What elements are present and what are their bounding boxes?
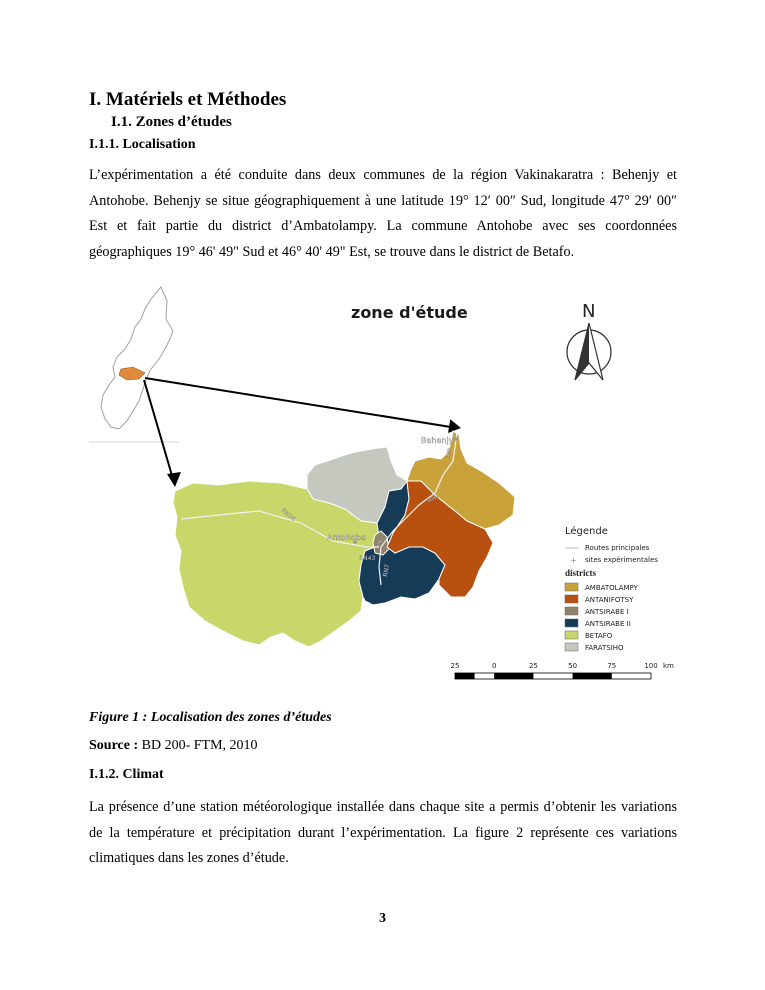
legend-swatch (565, 607, 578, 615)
label-antohobe: Antohobe (327, 533, 366, 542)
label-rn7-north: RN7 (444, 447, 455, 462)
paragraph-localisation: L’expérimentation a été conduite dans deux communes de la région Vakinakaratra : Behenjy et Antohobe. Behenjy se situe géographiquement à une latitude 19° 12′ 00″ Sud, longitude 47° 29′ 00″ Est et fait partie du district d’Ambatolampy. La commune Antohobe avec ses coordonnées géographiques 19° 46' 49" Sud et 46° 40' 49" Est, se trouve dans le district de Betafo. (89, 167, 677, 260)
map-title: zone d'étude (351, 303, 468, 322)
label-rn7-mid: RN7 (426, 492, 441, 505)
legend-district-label: BETAFO (585, 632, 613, 640)
source-text: BD 200- FTM, 2010 (138, 738, 258, 753)
label-rn7-south: RN7 (382, 563, 392, 578)
scale-unit: km (663, 662, 674, 670)
legend-district-label: FARATSIHO (585, 644, 624, 652)
site-behenjy-marker (454, 437, 458, 441)
label-rn43: RN43 (359, 555, 376, 562)
legend-swatch (565, 643, 578, 651)
figure-caption: Figure 1 : Localisation des zones d’études (89, 710, 332, 725)
legend-districts-list (565, 583, 639, 652)
legend-district-label: ANTSIRABE II (585, 620, 631, 628)
scale-tick-label: 25 (450, 662, 460, 670)
legend-swatch (565, 583, 578, 591)
scale-tick-label: 25 (528, 662, 538, 670)
label-rn34: RN34 (279, 507, 297, 524)
scale-tick-label: 100 (644, 662, 658, 670)
legend-district-label: AMBATOLAMPY (585, 584, 638, 592)
madagascar-outline (101, 287, 173, 429)
legend-swatch (565, 595, 578, 603)
subsubsection-heading-localisation: I.1.1. Localisation (89, 137, 196, 152)
legend-title: Légende (565, 526, 608, 537)
legend-sites-label: sites expérimentales (585, 556, 658, 564)
page-number: 3 (379, 911, 386, 926)
legend-districts-title: districts (565, 568, 596, 578)
scale-labels (451, 662, 675, 670)
label-behenjy: Behenjy (421, 436, 454, 445)
scale-tick-label: 0 (491, 662, 497, 670)
label-rn7-antsirabe: RN7 (376, 535, 386, 548)
legend-district-label: ANTSIRABE I (585, 608, 629, 616)
legend-roads-label: Routes principales (585, 544, 650, 552)
north-arrow-icon (567, 323, 611, 380)
legend-swatch (565, 619, 578, 627)
north-label: N (582, 301, 596, 322)
paragraph-climat: La présence d’une station météorologique installée dans chaque site a permis d’obtenir les variations de la température et précipitation durant l’expérimentation. La figure 2 représente ces variations climatiques dans les zones d’étude. (89, 799, 677, 866)
legend-district-label: ANTANIFOTSY (585, 596, 634, 604)
scale-tick-label: 75 (607, 662, 617, 670)
subsection-heading: I.1. Zones d’études (111, 114, 232, 130)
source-label: Source : (89, 738, 139, 753)
arrow-to-antohobe (144, 380, 173, 479)
legend-swatch (565, 631, 578, 639)
section-heading: I. Matériels et Méthodes (89, 89, 287, 110)
scale-tick-label: 50 (568, 662, 578, 670)
figure-source (89, 738, 258, 754)
legend-site-symbol: + (570, 556, 577, 565)
map-svg (89, 285, 677, 695)
scale-bar (455, 673, 651, 679)
subsubsection-heading-climat: I.1.2. Climat (89, 767, 164, 782)
arrowhead-antohobe (167, 472, 181, 487)
study-zone-map-figure (89, 285, 677, 695)
arrow-to-behenjy (145, 378, 457, 428)
